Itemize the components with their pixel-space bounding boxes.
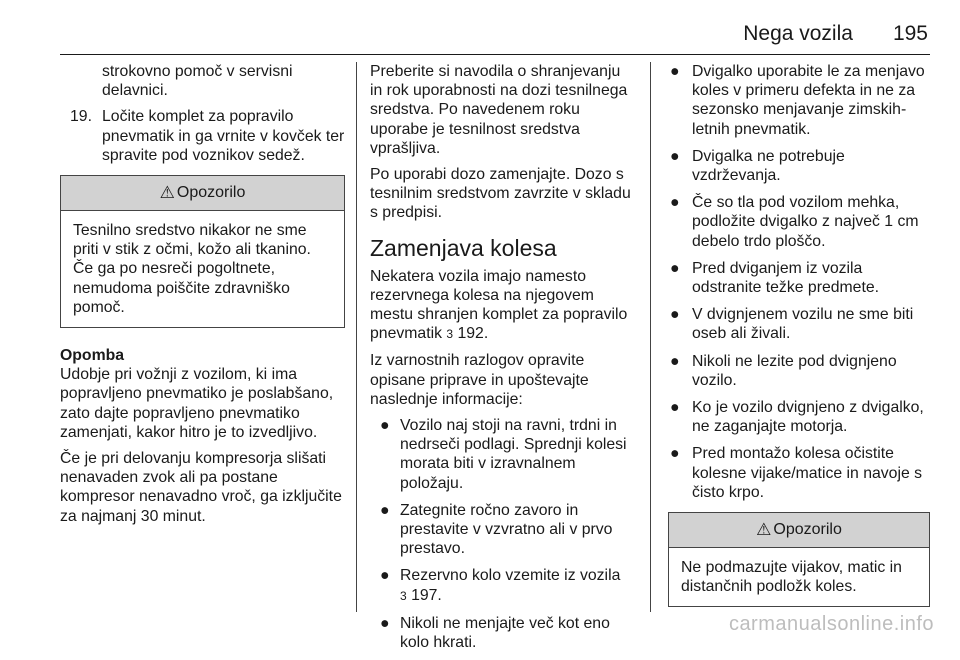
list-item-text	[400, 566, 620, 605]
page-number: 195	[892, 22, 928, 45]
list-item	[370, 566, 632, 605]
list-item	[668, 259, 930, 297]
page-ref: 192.	[457, 325, 489, 343]
list-item-text: Zategnite ročno zavoro in prestavite v vzvratno ali v prvo prestavo.	[400, 501, 613, 558]
list-item-text: Ko je vozilo dvignjeno z dvigalko, ne zaganjajte motorja.	[692, 399, 924, 436]
warning-title: Opozorilo	[176, 184, 246, 202]
warning-text: Ne podmazujte vijakov, matic in distančnih podložk koles.	[681, 559, 902, 596]
list-item	[370, 501, 632, 559]
list-item	[668, 193, 930, 251]
paragraph: Preberite si navodila o shranjevanju in rok uporabnosti na dozi tesnilnega sredstva. Po navedenem roku uporabe je tesnilnost sredstva vprašljiva.	[370, 63, 628, 157]
bullet-icon: ●	[380, 567, 390, 585]
page-header	[60, 22, 928, 54]
list-item	[668, 305, 930, 343]
list-item-text: V dvignjenem vozilu ne sme biti oseb ali živali.	[692, 306, 914, 343]
list-item	[370, 416, 632, 493]
bullet-icon: ●	[380, 614, 390, 632]
warning-box	[60, 175, 345, 328]
list-item	[370, 614, 632, 652]
list-item-text: Dvigalko uporabite le za menjavo koles v primeru defekta in ne za sezonsko menjavanje zimskih-letnih pnevmatik.	[692, 63, 925, 138]
paragraph: Po uporabi dozo zamenjajte. Dozo s tesnilnim sredstvom zavrzite v skladu s predpisi.	[370, 166, 631, 222]
bullet-icon: ●	[670, 259, 680, 277]
list-item-text: Če so tla pod vozilom mehka, podložite dvigalko z največ 1 cm debelo trdo ploščo.	[692, 194, 919, 250]
warning-title: Opozorilo	[773, 521, 842, 539]
paragraph: Iz varnostnih razlogov opravite opisane priprave in upoštevajte naslednje informacije:	[370, 352, 589, 408]
bullet-icon: ●	[380, 417, 390, 435]
section-heading: Zamenjava kolesa	[370, 234, 557, 261]
list-item-text: Nikoli ne menjajte več kot eno kolo hkrati.	[400, 614, 610, 652]
column-divider	[356, 62, 357, 612]
bullet-icon: ●	[380, 501, 390, 519]
list-item	[668, 352, 930, 390]
bullet-icon: ●	[670, 352, 680, 370]
bullet-list	[370, 416, 632, 652]
bullet-list	[668, 62, 930, 502]
step-number: 19.	[70, 108, 92, 126]
list-item-text-main: Rezervno kolo vzemite iz vozila	[400, 567, 621, 585]
warning-header	[669, 513, 929, 548]
page-ref-arrow-icon: 3	[400, 588, 407, 603]
bullet-icon: ●	[670, 194, 680, 212]
note-title: Opomba	[60, 347, 125, 365]
warning-header	[61, 176, 344, 211]
bullet-icon: ●	[670, 306, 680, 324]
bullet-icon: ●	[670, 445, 680, 463]
header-rule	[60, 54, 930, 55]
section-title: Nega vozila	[743, 22, 853, 45]
column-2	[370, 62, 632, 660]
page-ref: 197.	[411, 586, 442, 604]
column-3	[668, 62, 930, 625]
list-item-text: Vozilo naj stoji na ravni, trdni in nedrseči podlagi. Sprednji kolesi morata biti v izravnalnem položaju.	[400, 417, 627, 492]
step-19	[50, 107, 345, 165]
list-item	[668, 62, 930, 139]
page-ref-arrow-icon: 3	[446, 327, 454, 342]
column-1	[60, 62, 345, 533]
list-item	[668, 444, 930, 502]
continued-text: strokovno pomoč v servisni delavnici.	[102, 63, 293, 100]
list-item	[668, 147, 930, 185]
paragraph	[370, 267, 632, 345]
warning-box	[668, 512, 930, 607]
list-item-text: Pred montažo kolesa očistite kolesne vijake/matice in navoje s čisto krpo.	[692, 445, 923, 501]
list-item-text: Dvigalka ne potrebuje vzdrževanja.	[692, 147, 845, 185]
step-text: Ločite komplet za popravilo pnevmatik in ga vrnite v kovček ter spravite pod voznikov sedež.	[102, 108, 345, 164]
warning-text: Tesnilno sredstvo nikakor ne sme priti v stik z očmi, kožo ali tkanino. Če ga po nesreči pogoltnete, nemudoma poiščite zdravniško pomoč.	[73, 222, 311, 316]
bullet-icon: ●	[670, 63, 680, 80]
warning-icon: ⚠	[756, 520, 772, 540]
bullet-icon: ●	[670, 147, 680, 165]
watermark: carmanualsonline.info	[728, 613, 934, 635]
paragraph-text: Nekatera vozila imajo namesto rezervnega kolesa na njegovem mestu shranjen komplet za popravilo pnevmatik	[370, 267, 628, 343]
note-paragraph: Če je pri delovanju kompresorja slišati nenavaden zvok ali pa postane kompresor nenavadno vroč, ga izključite za najmanj 30 minut.	[60, 450, 342, 525]
bullet-icon: ●	[670, 399, 680, 417]
note-paragraph: Udobje pri vožnji z vozilom, ki ima popravljeno pnevmatiko je poslabšano, zato dajte popravljeno pnevmatiko zamenjati, kakor hitro je to izvedljivo.	[60, 366, 334, 441]
list-item	[668, 398, 930, 436]
list-item-text: Pred dviganjem iz vozila odstranite težke predmete.	[692, 259, 880, 297]
list-item-text: Nikoli ne lezite pod dvignjeno vozilo.	[692, 352, 897, 389]
column-divider	[650, 62, 651, 612]
warning-icon: ⚠	[159, 183, 175, 203]
